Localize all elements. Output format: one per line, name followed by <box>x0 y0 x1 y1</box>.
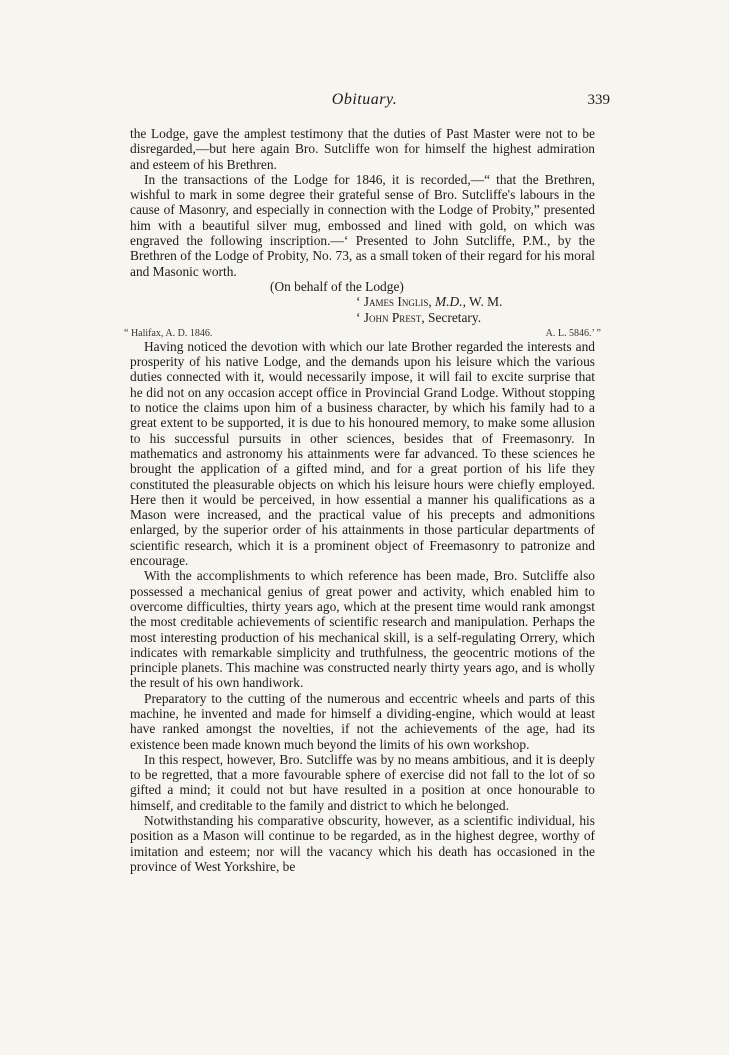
page-number: 339 <box>587 92 610 108</box>
signer-inglis-title: W. M. <box>469 294 503 310</box>
date-anno-lucis: A. L. 5846.’ ” <box>545 327 601 339</box>
signer-inglis-degree: M.D., <box>435 294 466 310</box>
signature-line-secretary <box>130 310 595 325</box>
signature-on-behalf-line <box>130 279 595 294</box>
paragraph-dividing-engine: Preparatory to the cutting of the numerous and eccentric wheels and parts of this machine, he invented and made for himself a dividing-engine, which would at least have ranked amongst the novelties, if not the achievements of the age, had its existence been made known much beyond the limits of his own workshop. <box>130 690 595 752</box>
page-body <box>124 126 601 874</box>
paragraph-notwithstanding: Notwithstanding his comparative obscurity, however, as a scientific individual, his position as a Mason will continue to be regarded, as in the highest degree, worthy of imitation and esteem; nor will the vacancy which his death has occasioned in the province of West Yorkshire, be <box>130 813 595 874</box>
signer-prest-name: ‘ John Prest, <box>356 309 425 325</box>
signer-inglis-name: ‘ James Inglis, <box>356 294 432 310</box>
inscription-dates <box>124 325 601 339</box>
paragraph-scientific-pursuits: Having noticed the devotion with which our late Brother regarded the interests and prosperity of his native Lodge, and the demands upon his leisure which the various duties connected with it, would necessarily impose, it will fail to excite surprise that he did not on any occasion accept office in Provincial Grand Lodge. Without stopping to notice the claims upon him of a business character, by which his family had to a great extent to be supported, it is due to his honoured memory, to make some allusion to his successful pursuits in other sciences, besides that of Freemasonry. In mathematics and astronomy his attainments were far advanced. To these sciences he brought the application of a gifted mind, and for a great portion of his life they constituted the pleasurable objects on which his leisure hours were chiefly employed. Here then it would be perceived, in how essential a manner his qualifications as a Mason were increased, and the practical value of his precepts and admonitions enlarged, by the superior order of his attainments in those particular departments of scientific research, which it is a prominent object of Freemasonry to patronize and encourage. <box>130 338 595 569</box>
paragraph-inscription: In the transactions of the Lodge for 1846, it is recorded,—“ that the Brethren, wishful to mark in some degree their grateful sense of Bro. Sutcliffe's labours in the cause of Masonry, and especially in connection with the Lodge of Probity,” presented him with a beautiful silver mug, embossed and lined with gold, on which was engraved the following inscription.—‘ Presented to John Sutcliffe, P.M., by the Brethren of the Lodge of Probity, No. 73, as a small token of their regard for his moral and Masonic worth. <box>130 171 595 279</box>
paragraph-mechanical-genius: With the accomplishments to which reference has been made, Bro. Sutcliffe also possessed a mechanical genius of great power and activity, which enabled him to overcome difficulties, thirty years ago, which at the present time would rank amongst the most creditable achievements of scientific research and manipulation. Perhaps the most interesting production of his mechanical skill, is a self-regulating Orrery, which indicates with remarkable simplicity and truthfulness, the geocentric motions of the principle planets. This machine was constructed nearly thirty years ago, and is wholly the result of his own handiwork. <box>130 568 595 691</box>
paragraph-continued: the Lodge, gave the amplest testimony that the duties of Past Master were not to be disregarded,—but here again Bro. Sutcliffe won for himself the highest admiration and esteem of his Brethren. <box>130 126 595 172</box>
date-anno-domini: “ Halifax, A. D. 1846. <box>124 327 213 339</box>
signer-prest-title: Secretary. <box>428 309 482 325</box>
on-behalf-of-lodge: (On behalf of the Lodge) <box>270 278 404 294</box>
signature-line-worshipful-master <box>130 294 595 309</box>
page-header <box>0 91 729 115</box>
running-title: Obituary. <box>331 91 398 108</box>
paragraph-not-ambitious: In this respect, however, Bro. Sutcliffe was by no means ambitious, and it is deeply to be regretted, that a more favourable sphere of exercise did not fall to the lot of so gifted a mind; it could not but have resulted in a position at once honourable to himself, and creditable to the family and district to which he belonged. <box>130 751 595 813</box>
